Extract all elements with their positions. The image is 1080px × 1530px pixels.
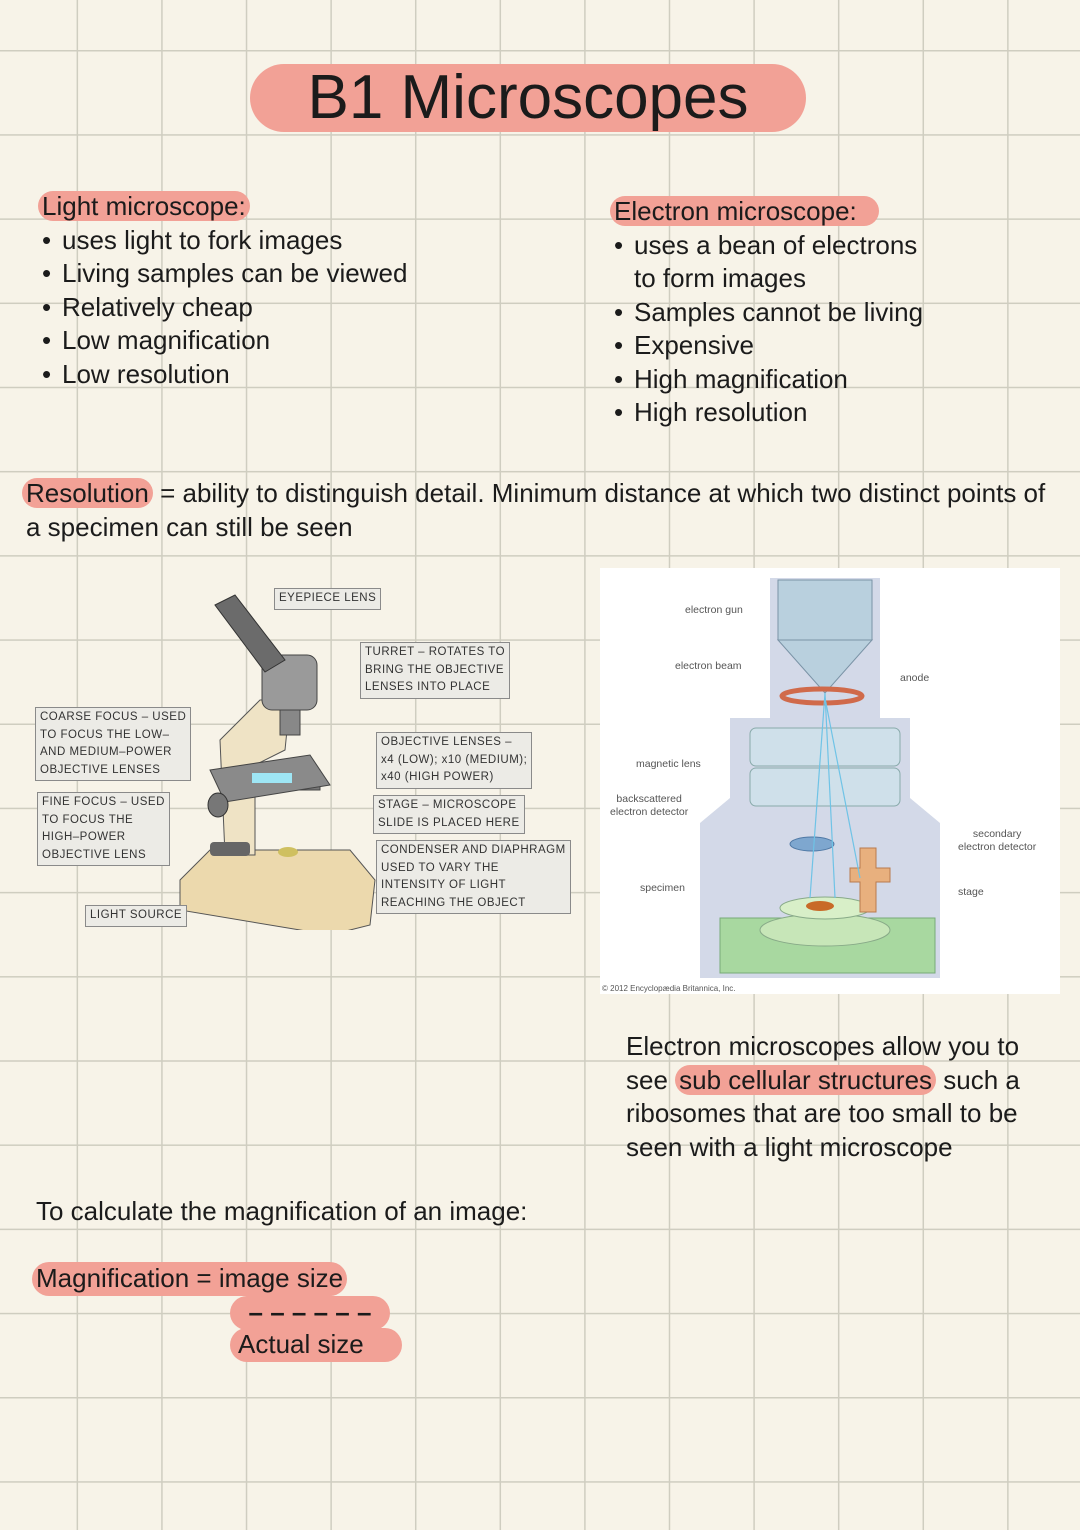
electron-microscope-illustration (600, 568, 1060, 994)
stage-label: stage (958, 886, 984, 898)
light-microscope-section (42, 190, 407, 391)
resolution-text: = ability to distinguish detail. Minimum distance at which two distinct points of a specimen can still be seen (26, 478, 1046, 542)
list-item: • uses light to fork images (42, 224, 407, 258)
electron-microscope-heading: Electron microscope: (610, 196, 879, 226)
magnification-formula: Magnification = image size (32, 1262, 347, 1296)
light-source-label: LIGHT SOURCE (85, 905, 187, 927)
list-item: • uses a bean of electrons to form images (614, 229, 923, 296)
resolution-term: Resolution (22, 478, 153, 508)
electron-microscope-note (626, 1030, 1066, 1164)
copyright-credit: © 2012 Encyclopædia Britannica, Inc. (602, 984, 736, 993)
resolution-definition (26, 477, 1056, 544)
list-item: • Samples cannot be living (614, 296, 923, 330)
coarse-focus-label: COARSE FOCUS – USED TO FOCUS THE LOW– AND MEDIUM–POWER OBJECTIVE LENSES (35, 707, 191, 781)
secondary-detector-label: secondary electron detector (958, 828, 1037, 853)
light-microscope-heading: Light microscope: (38, 191, 250, 221)
list-item: • Relatively cheap (42, 291, 407, 325)
turret-label: TURRET – ROTATES TO BRING THE OBJECTIVE LENSES INTO PLACE (360, 642, 510, 699)
page-title: B1 Microscopes (250, 64, 806, 132)
list-item: • High resolution (614, 396, 923, 430)
electron-gun-label: electron gun (685, 604, 743, 616)
electron-microscope-diagram (600, 568, 1060, 994)
backscattered-detector-label: backscattered electron detector (610, 793, 689, 818)
fraction-divider: – – – – – – (230, 1296, 390, 1330)
note-text: Electron microscopes allow you to see (626, 1031, 1020, 1095)
eyepiece-lens-label: EYEPIECE LENS (274, 588, 381, 610)
list-item: • Expensive (614, 329, 923, 363)
anode-label: anode (900, 672, 930, 684)
note-highlight: sub cellular structures (675, 1065, 936, 1095)
list-item: • High magnification (614, 363, 923, 397)
stage-label: STAGE – MICROSCOPE SLIDE IS PLACED HERE (373, 795, 525, 834)
condenser-label: CONDENSER AND DIAPHRAGM USED TO VARY THE INTENSITY OF LIGHT REACHING THE OBJECT (376, 840, 571, 914)
electron-microscope-section (614, 195, 923, 430)
calc-intro: To calculate the magnification of an image: (36, 1196, 528, 1226)
objective-lenses-label: OBJECTIVE LENSES – x4 (LOW); x10 (MEDIUM); x40 (HIGH POWER) (376, 732, 532, 789)
actual-size-denominator: Actual size (230, 1328, 402, 1362)
list-item: • Low resolution (42, 358, 407, 392)
electron-beam-label: electron beam (675, 660, 742, 672)
specimen-label: specimen (640, 882, 685, 894)
list-item: • Low magnification (42, 324, 407, 358)
magnetic-lens-label: magnetic lens (636, 758, 701, 770)
fine-focus-label: FINE FOCUS – USED TO FOCUS THE HIGH–POWER OBJECTIVE LENS (37, 792, 170, 866)
list-item: • Living samples can be viewed (42, 257, 407, 291)
note-text-end: such a ribosomes that are too small to be seen with a light microscope (626, 1064, 1020, 1162)
light-microscope-diagram (30, 580, 580, 930)
